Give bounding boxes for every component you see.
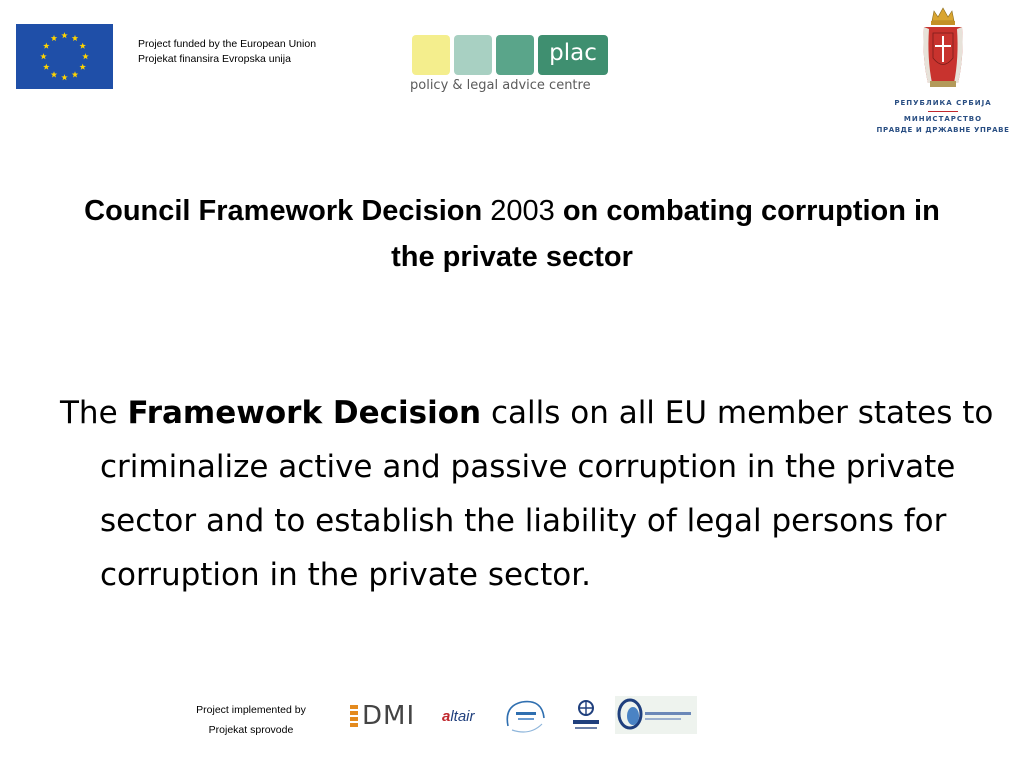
title-year: 2003 (490, 195, 555, 227)
funding-note (138, 37, 316, 67)
body-rest: calls on all EU member states to criminalize active and passive corruption in the private sector and to establish the liability of legal persons for corruption in the private sector. (100, 395, 994, 593)
ecg-icon (615, 696, 697, 734)
incom-icon (565, 696, 607, 736)
implemented-sr: Projekat sprovode (208, 724, 294, 736)
title-part-3: on combating corruption in the private sector (391, 195, 940, 273)
serbia-ministry-text: МИНИСТАРСТВО (903, 115, 983, 123)
implemented-en: Project implemented by (196, 704, 306, 716)
serbia-republic-text: РЕПУБЛИКА СРБИЈА (894, 99, 992, 107)
dmi-stripes-icon (350, 705, 358, 727)
dmi-wordmark: DMI (362, 701, 416, 731)
human-dynamics-logo (500, 696, 550, 736)
plac-square-green (496, 35, 534, 75)
human-dynamics-icon (500, 696, 550, 736)
eu-flag-icon (16, 24, 113, 89)
altair-wordmark: ltair (450, 707, 475, 725)
funding-note-sr: Projekat finansira Evropska unija (138, 53, 291, 65)
funding-note-en: Project funded by the European Union (138, 38, 317, 50)
incom-logo (565, 696, 607, 736)
plac-tagline: policy & legal advice centre (410, 78, 591, 93)
slide-title (60, 188, 964, 280)
serbia-divider (928, 111, 958, 112)
serbia-ministry-logo (868, 0, 1018, 150)
serbia-ministry-name: ПРАВДЕ И ДРЖАВНЕ УПРАВЕ (876, 126, 1010, 134)
implemented-note (176, 700, 326, 740)
serbia-coat-of-arms-icon (918, 3, 968, 93)
plac-wordmark: plac (538, 35, 608, 75)
altair-initial: a (442, 707, 451, 725)
body-bold: Framework Decision (127, 395, 482, 431)
slide-body (60, 386, 1020, 602)
plac-logo (410, 35, 615, 97)
eu-flag-logo (16, 24, 113, 89)
dmi-logo (350, 696, 415, 736)
title-part-1: Council Framework Decision (84, 195, 483, 227)
plac-square-yellow (412, 35, 450, 75)
altair-logo (442, 696, 475, 736)
body-lead: The (60, 395, 118, 431)
plac-square-mint (454, 35, 492, 75)
european-consulting-group-logo (615, 696, 697, 734)
